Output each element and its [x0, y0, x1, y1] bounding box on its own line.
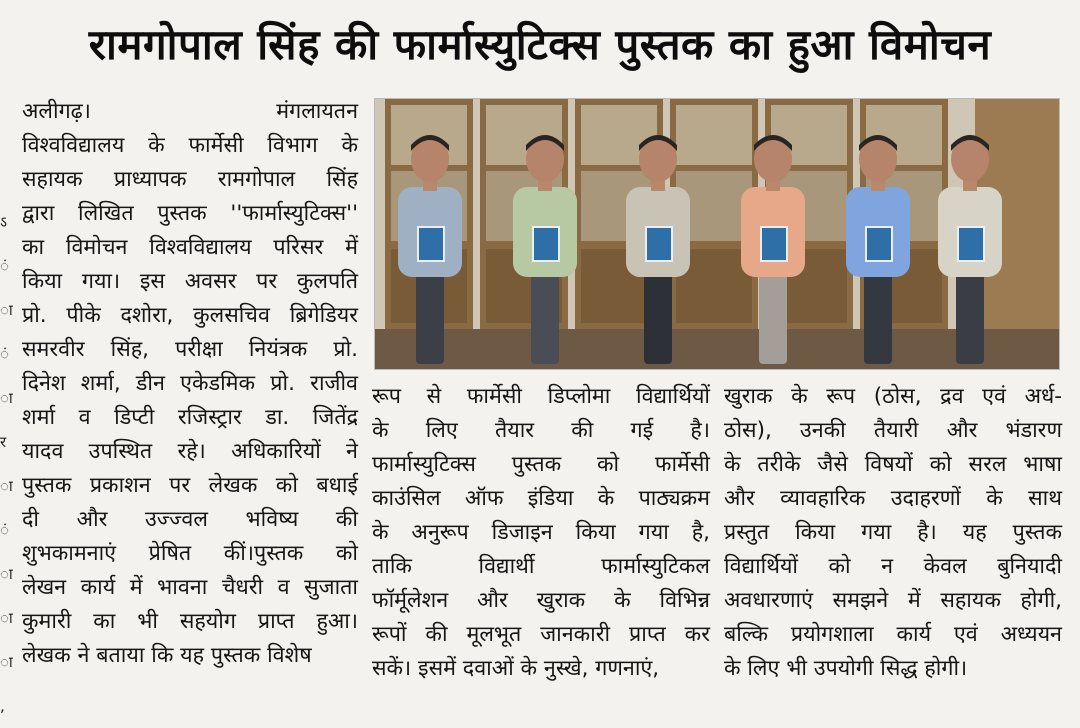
person-legs — [759, 269, 787, 364]
person-legs — [956, 269, 984, 364]
cut-off-column-edge — [0, 200, 13, 715]
edge-glyph: , — [0, 697, 5, 715]
edge-glyph: ा — [0, 565, 13, 583]
edge-glyph: ं — [0, 345, 9, 363]
article-column-3 — [724, 380, 1062, 686]
edge-glyph: ऽ — [0, 213, 8, 231]
text-line: किया गया। इस अवसर पर कुलपति — [22, 269, 358, 294]
text-line: पुस्तक प्रकाशन पर लेखक को बधाई — [22, 473, 358, 498]
text-line: रूप से फार्मेसी डिप्लोमा विद्यार्थियों — [372, 384, 710, 409]
text-line: के अनुरूप डिजाइन किया गया है, — [372, 520, 710, 545]
text-line: काउंसिल ऑफ इंडिया के पाठ्यक्रम — [372, 486, 710, 511]
headline: रामगोपाल सिंह की फार्मास्युटिक्स पुस्तक का हुआ विमोचन — [88, 20, 992, 69]
text-line: फॉर्मूलेशन और खुराक के विभिन्न — [372, 588, 710, 613]
book-icon — [418, 227, 444, 261]
text-line: रूपों की मूलभूत जानकारी प्राप्त कर — [372, 622, 710, 647]
text-line: सहायक प्राध्यापक रामगोपाल सिंह — [22, 167, 358, 192]
text-line: फार्मास्युटिक्स पुस्तक को फार्मेसी — [372, 452, 710, 477]
text-line: द्वारा लिखित पुस्तक ''फार्मास्युटिक्स'' — [22, 201, 358, 226]
book-icon — [866, 227, 892, 261]
edge-glyph: र — [0, 433, 7, 451]
edge-glyph: ा — [0, 389, 13, 407]
text-line: और व्यावहारिक उदाहरणों के साथ — [724, 486, 1062, 511]
text-line: दी और उज्ज्वल भविष्य की — [22, 507, 358, 532]
text-line: समरवीर सिंह, परीक्षा नियंत्रक प्रो. — [22, 337, 358, 362]
text-line: के लिए भी उपयोगी सिद्ध होगी। — [724, 656, 968, 681]
text-line: खुराक के रूप (ठोस, द्रव एवं अर्ध- — [724, 384, 1062, 409]
edge-glyph: ा — [0, 653, 13, 671]
person-legs — [416, 269, 444, 364]
text-line: दिनेश शर्मा, डीन एकेडमिक प्रो. राजीव — [22, 371, 358, 396]
text-line: कुमारी का भी सहयोग प्राप्त हुआ। — [22, 609, 358, 634]
article-column-2 — [372, 380, 710, 686]
text-line: सकें। इसमें दवाओं के नुस्खे, गणनाएं, — [372, 656, 660, 681]
book-icon — [958, 227, 984, 261]
text-line: यादव उपस्थित रहे। अधिकारियों ने — [22, 439, 358, 464]
text-line: अवधारणाएं समझने में सहायक होगी, — [724, 588, 1062, 613]
book-launch-photo — [375, 99, 1059, 369]
text-line: ताकि विद्यार्थी फार्मास्युटिकल — [372, 554, 710, 579]
text-line: के लिए तैयार की गई है। — [372, 418, 710, 443]
edge-glyph: ा — [0, 609, 13, 627]
text-line: के तरीके जैसे विषयों को सरल भाषा — [724, 452, 1062, 477]
person-legs — [531, 269, 559, 364]
edge-glyph: ं — [0, 521, 9, 539]
book-icon — [533, 227, 559, 261]
cabinet-glass — [676, 105, 752, 165]
book-icon — [761, 227, 787, 261]
edge-glyph: ा — [0, 301, 13, 319]
article-column-1 — [22, 95, 358, 673]
news-photo — [374, 98, 1060, 370]
text-line: शुभकामनाएं प्रेषित कीं।पुस्तक को — [22, 541, 358, 566]
text-line: बल्कि प्रयोगशाला कार्य एवं अध्ययन — [724, 622, 1062, 647]
book-icon — [646, 227, 672, 261]
text-line: प्रो. पीके दशोरा, कुलसचिव ब्रिगेडियर — [22, 303, 358, 328]
person-legs — [644, 269, 672, 364]
text-line: विश्वविद्यालय के फार्मेसी विभाग के — [22, 133, 358, 158]
text-line: लेखक ने बताया कि यह पुस्तक विशेष — [22, 643, 312, 668]
text-line: प्रस्तुत किया गया है। यह पुस्तक — [724, 520, 1062, 545]
text-line: शर्मा व डिप्टी रजिस्ट्रार डा. जितेंद्र — [22, 405, 358, 430]
text-line: विद्यार्थियों को न केवल बुनियादी — [724, 554, 1062, 579]
text-line: ठोस), उनकी तैयारी और भंडारण — [724, 418, 1062, 443]
person-legs — [864, 269, 892, 364]
text-line: अलीगढ़। मंगलायतन — [22, 99, 358, 124]
edge-glyph: ा — [0, 477, 13, 495]
edge-glyph: ं — [0, 257, 9, 275]
text-line: का विमोचन विश्वविद्यालय परिसर में — [22, 235, 358, 260]
text-line: लेखन कार्य में भावना चैधरी व सुजाता — [22, 575, 358, 600]
